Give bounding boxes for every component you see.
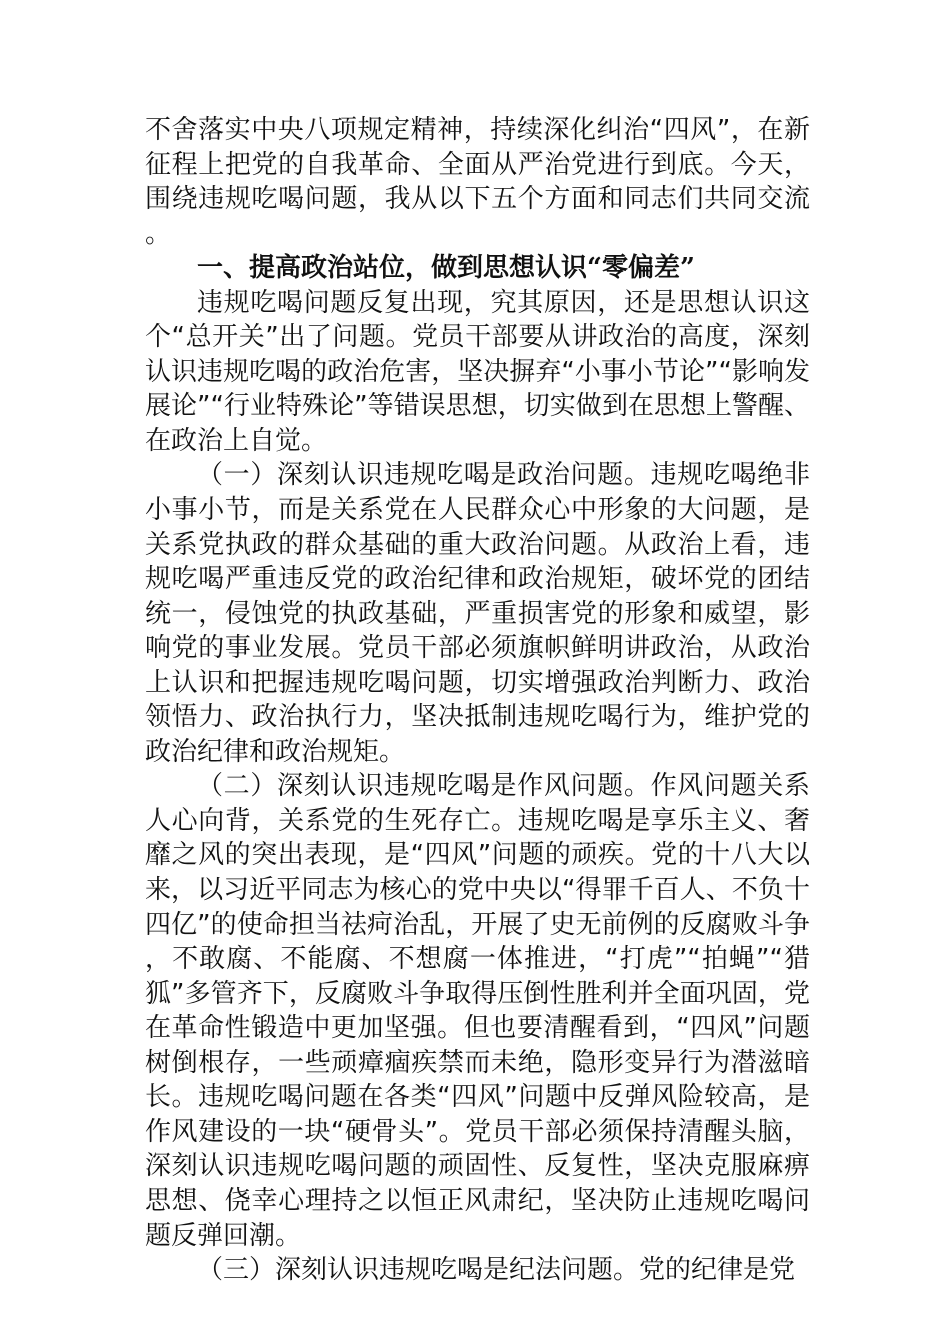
- intro-paragraph: 不舍落实中央八项规定精神，持续深化纠治“四风”，在新征程上把党的自我革命、全面从严治党进行到底。今天，围绕违规吃喝问题，我从以下五个方面和同志们共同交流。: [145, 115, 810, 249]
- section-heading: 一、提高政治站位，做到思想认识“零偏差”: [197, 253, 695, 284]
- body-paragraph: （三）深刻认识违规吃喝是纪法问题。党的纪律是党: [197, 1255, 796, 1286]
- document-body: [145, 113, 810, 1288]
- body-paragraph: 违规吃喝问题反复出现，究其原因，还是思想认识这个“总开关”出了问题。党员干部要从讲政治的高度，深刻认识违规吃喝的政治危害，坚决摒弃“小事小节论”“影响发展论”“行业特殊论”等错误思想，切实做到在思想上警醒、在政治上自觉。: [145, 287, 810, 456]
- body-paragraph: （二）深刻认识违规吃喝是作风问题。作风问题关系人心向背，关系党的生死存亡。违规吃喝是享乐主义、奢靡之风的突出表现，是“四风”问题的顽疾。党的十八大以来，以习近平同志为核心的党中央以“得罪千百人、不负十四亿”的使命担当祛疴治乱，开展了史无前例的反腐败斗争，不敢腐、不能腐、不想腐一体推进，“打虎”“拍蝇”“猎狐”多管齐下，反腐败斗争取得压倒性胜利并全面巩固，党在革命性锻造中更加坚强。但也要清醒看到，“四风”问题树倒根存，一些顽瘴痼疾禁而未绝，隐形变异行为潜滋暗长。违规吃喝问题在各类“四风”问题中反弹风险较高，是作风建设的一块“硬骨头”。党员干部必须保持清醒头脑，深刻认识违规吃喝问题的顽固性、反复性，坚决克服麻痹思想、侥幸心理持之以恒正风肃纪，坚决防止违规吃喝问题反弹回潮。: [145, 771, 810, 1251]
- body-paragraph: （一）深刻认识违规吃喝是政治问题。违规吃喝绝非小事小节，而是关系党在人民群众心中形象的大问题，是关系党执政的群众基础的重大政治问题。从政治上看，违规吃喝严重违反党的政治纪律和政治规矩，破坏党的团结统一，侵蚀党的执政基础，严重损害党的形象和威望，影响党的事业发展。党员干部必须旗帜鲜明讲政治，从政治上认识和把握违规吃喝问题，切实增强政治判断力、政治领悟力、政治执行力，坚决抵制违规吃喝行为，维护党的政治纪律和政治规矩。: [145, 460, 810, 767]
